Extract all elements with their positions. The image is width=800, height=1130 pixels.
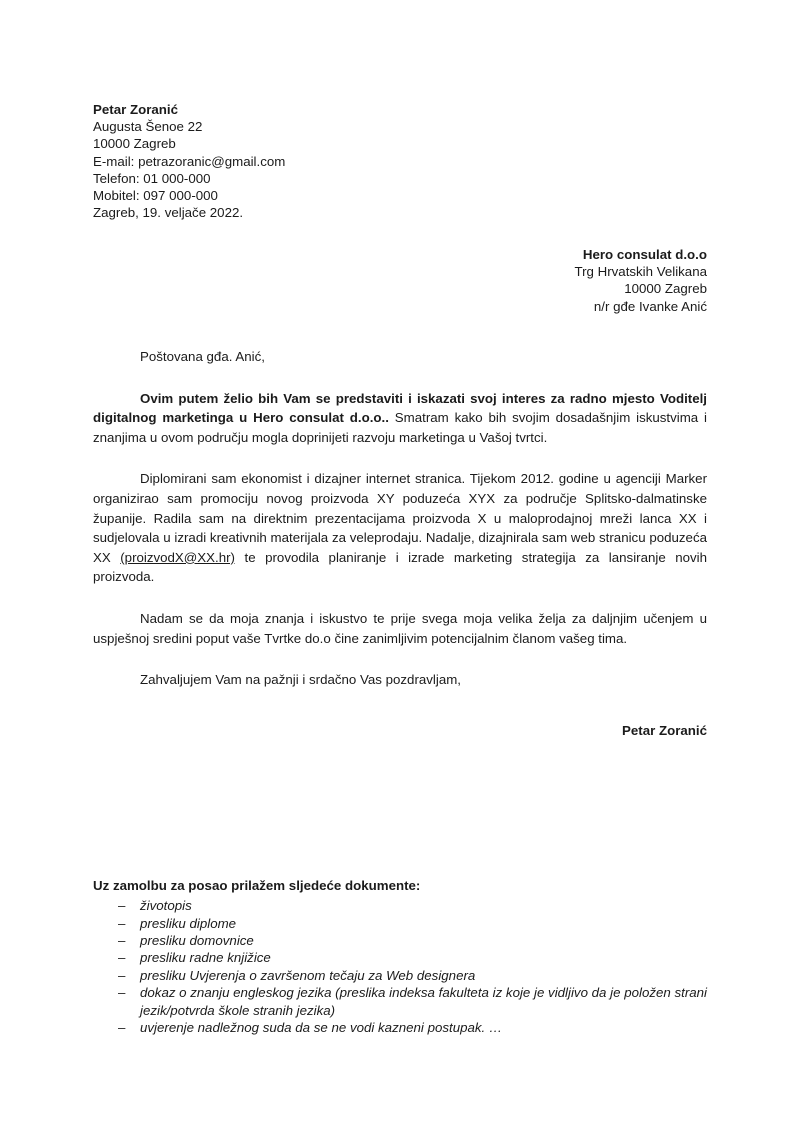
recipient-street: Trg Hrvatskih Velikana	[574, 264, 707, 280]
attachment-item-label: presliku Uvjerenja o završenom tečaju za Web designera	[140, 967, 476, 983]
salutation: Poštovana gđa. Anić,	[140, 349, 265, 364]
attachment-item	[93, 915, 707, 932]
recipient-city: 10000 Zagreb	[624, 281, 707, 297]
recipient-organization: Hero consulat d.o.o	[582, 247, 707, 262]
sender-email: E-mail: petrazoranic@gmail.com	[93, 153, 286, 169]
bullet-dash-icon: –	[118, 950, 126, 966]
attachment-item-label: životopis	[140, 898, 192, 914]
attachment-item	[93, 984, 707, 1019]
email-link[interactable]: (proizvodX@XX.hr)	[120, 549, 235, 565]
bullet-dash-icon: –	[118, 967, 126, 983]
sender-address-block	[93, 101, 513, 221]
attachment-item	[93, 967, 707, 984]
paragraph-experience-after-link: te provodila planiranje i izrade marketing strategija za lansiranje novih proizvoda.	[93, 549, 708, 585]
attachment-item-label: uvjerenje nadležnog suda da se ne vodi kazneni postupak. …	[140, 1020, 503, 1036]
attachments-heading: Uz zamolbu za posao prilažem sljedeće dokumente:	[93, 878, 421, 893]
bullet-dash-icon: –	[118, 933, 126, 949]
paragraph-experience-before-link: Diplomirani sam ekonomist i dizajner internet stranica. Tijekom 2012. godine u agenciji Marker organizirao sam promociju novog proizvoda XY poduzeća XYX za područje Splitsko-dalmatinske županije. Radila sam na direktnim prezentacijama proizvoda X u maloprodajnoj mreži lanca XX i sudjelovala u izradi kreativnih materijala za veleprodaju. Nadalje, dizajnirala sam web stranicu poduzeća XX	[93, 471, 707, 565]
attachment-item	[93, 949, 707, 966]
attachment-item-label: presliku domovnice	[140, 933, 254, 949]
closing-line: Zahvaljujem Vam na pažnji i srdačno Vas pozdravljam,	[140, 672, 461, 688]
attachment-item	[93, 932, 707, 949]
sender-mobile: Mobitel: 097 000-000	[93, 188, 218, 204]
attachment-item-label: presliku radne knjižice	[140, 950, 271, 966]
paragraph-intro-bold-lead: Ovim putem želio bih Vam se predstaviti i iskazati svoj interes za radno mjesto Voditelj digitalnog marketinga u Hero consulat d.o.o..	[93, 390, 707, 426]
attachments-section	[93, 877, 707, 1036]
bullet-dash-icon: –	[118, 1020, 126, 1036]
recipient-attention-line: n/r gđe Ivanke Anić	[593, 298, 707, 314]
bullet-dash-icon: –	[118, 915, 126, 931]
sender-city: 10000 Zagreb	[93, 136, 176, 152]
attachment-item	[93, 1019, 707, 1036]
paragraph-intro	[93, 389, 707, 448]
bullet-dash-icon: –	[118, 898, 126, 914]
signature-name: Petar Zoranić	[622, 723, 707, 738]
attachment-item-label: presliku diplome	[140, 915, 237, 931]
attachments-list	[93, 897, 707, 1036]
paragraph-intro-rest: Smatram kako bih svojim dosadašnjim iskustvima i znanjima u ovom području mogla doprinijeti razvoju marketinga u Vašoj tvrtci.	[93, 410, 707, 445]
sender-name: Petar Zoranić	[93, 102, 178, 117]
sender-street: Augusta Šenoe 22	[93, 119, 203, 135]
attachment-item	[93, 897, 707, 914]
attachment-item-label: dokaz o znanju engleskog jezika (preslika indeksa fakulteta iz koje je vidljivo da je položen strani jezik/potvrda škole stranih jezika)	[140, 985, 707, 1018]
bullet-dash-icon: –	[118, 985, 126, 1001]
letter-body	[93, 347, 707, 690]
paragraph-experience	[93, 469, 707, 587]
paragraph-motivation: Nadam se da moja znanja i iskustvo te prije svega moja velika želja za daljnjim učenjem u uspješnoj sredini poput vaše Tvrtke do.o čine zanimljivim potencijalnim članom vašeg tima.	[93, 610, 707, 646]
sender-phone: Telefon: 01 000-000	[93, 170, 211, 186]
recipient-address-block	[574, 246, 707, 315]
sender-place-date: Zagreb, 19. veljače 2022.	[93, 205, 244, 221]
